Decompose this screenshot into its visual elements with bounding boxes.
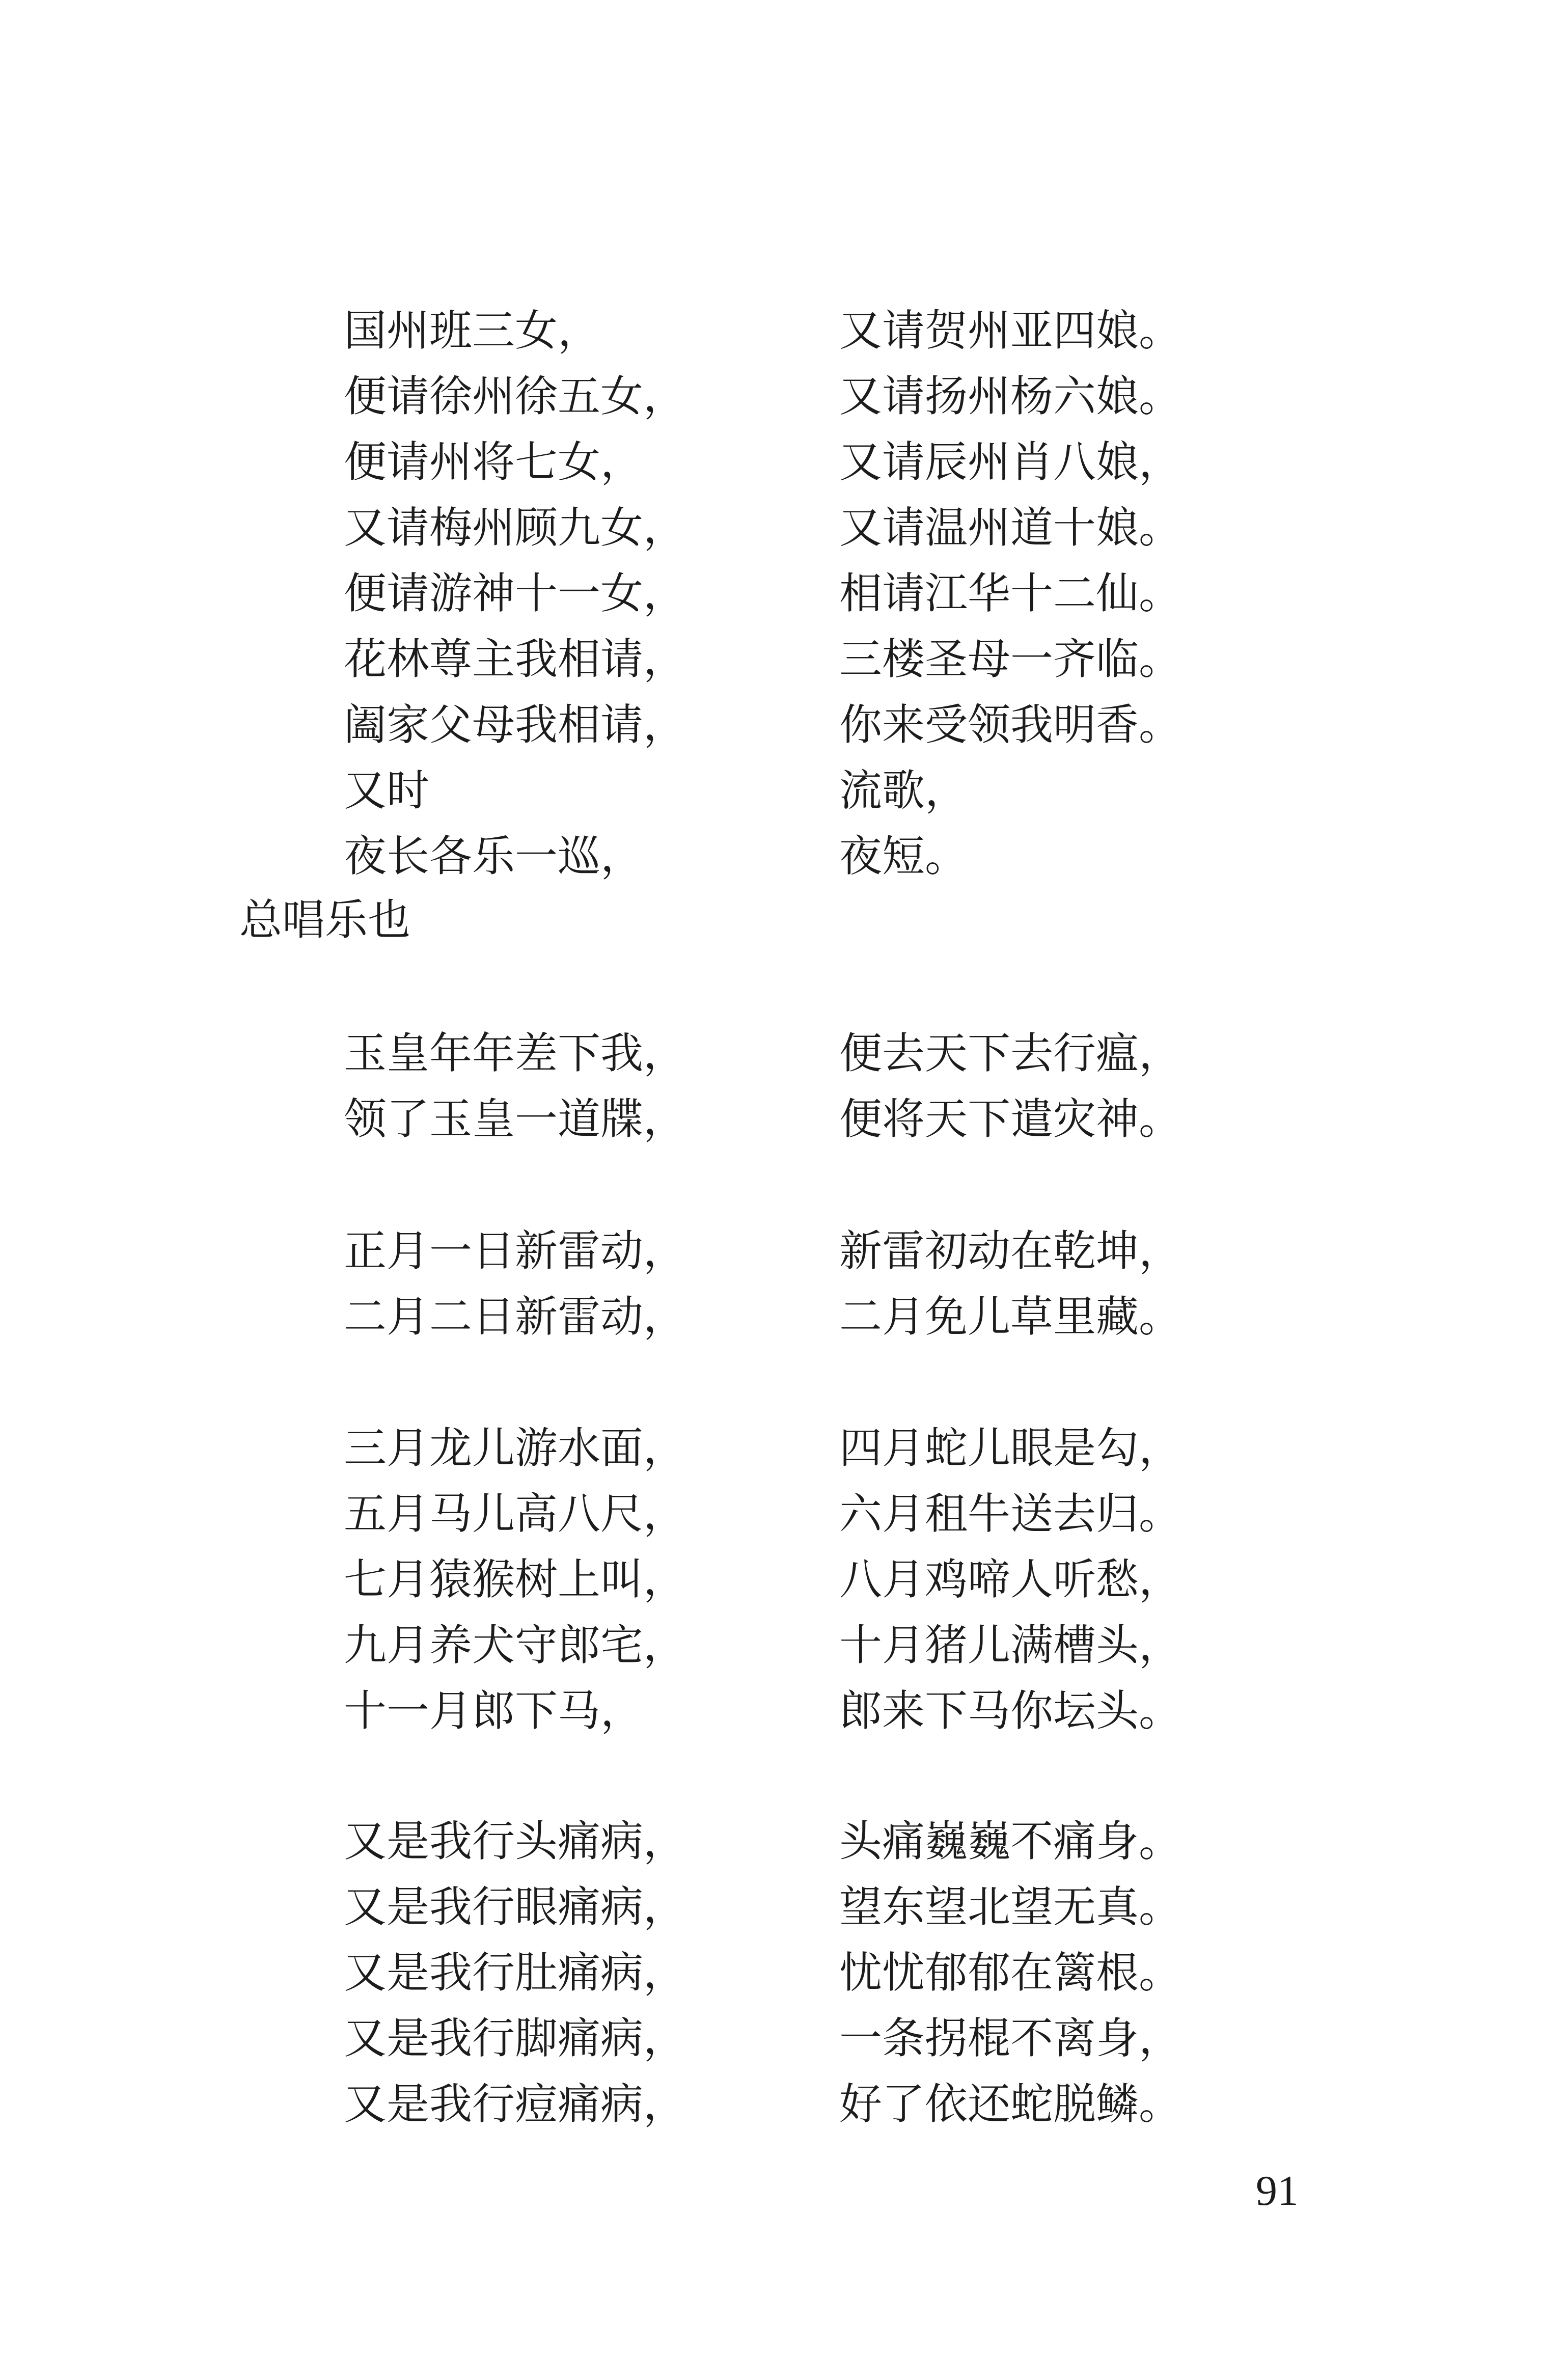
verse-right: 三楼圣母一齐临。 (839, 634, 1182, 684)
verse-line (0, 1086, 1568, 1152)
page-number: 91 (1256, 2167, 1299, 2215)
verse-left: 又是我行脚痛病， (344, 2013, 686, 2063)
verse-line (0, 1021, 1568, 1086)
verse-line (0, 692, 1568, 758)
verse-line (0, 364, 1568, 429)
verse-left: 领了玉皇一道牒， (344, 1094, 686, 1144)
verse-line (0, 1415, 1568, 1481)
verse-right: 望东望北望无真。 (839, 1882, 1182, 1932)
verse-left: 五月马儿高八尺， (344, 1489, 686, 1539)
verse-left: 又是我行肚痛病， (344, 1948, 686, 1998)
verse-left: 夜长各乐一巡， (344, 831, 644, 881)
verse-right: 六月租牛送去归。 (839, 1489, 1182, 1539)
verse-line (0, 2006, 1568, 2071)
verse-left: 九月养犬守郎宅， (344, 1620, 686, 1670)
verse-left: 花林尊主我相请， (344, 634, 686, 684)
verse-left: 便请州将七女， (344, 437, 644, 487)
verse-left: 三月龙儿游水面， (344, 1423, 686, 1473)
verse-line (0, 1284, 1568, 1350)
verse-right: 新雷初动在乾坤， (839, 1226, 1182, 1276)
verse-right: 夜短。 (839, 831, 968, 881)
verse-right: 二月免儿草里藏。 (839, 1292, 1182, 1342)
verse-left: 二月二日新雷动， (344, 1292, 686, 1342)
verse-line (0, 824, 1568, 889)
verse-left: 正月一日新雷动， (344, 1226, 686, 1276)
verse-left: 又时 (344, 766, 430, 815)
verse-line (0, 1874, 1568, 1940)
verse-line (0, 1678, 1568, 1744)
verse-left: 又是我行眼痛病， (344, 1882, 686, 1932)
verse-right: 又请辰州肖八娘， (839, 437, 1182, 487)
verse-left: 又请梅州顾九女， (344, 503, 686, 553)
verse-left: 玉皇年年差下我， (344, 1028, 686, 1078)
verse-line (0, 626, 1568, 692)
verse-left: 又是我行头痛病， (344, 1816, 686, 1866)
verse-left: 七月猿猴树上叫， (344, 1554, 686, 1604)
verse-left: 便请游神十一女， (344, 568, 686, 618)
verse-right: 一条拐棍不离身， (839, 2013, 1182, 2063)
verse-right: 好了依还蛇脱鳞。 (839, 2079, 1182, 2129)
verse-line (0, 2071, 1568, 2137)
verse-right: 十月猪儿满槽头， (839, 1620, 1182, 1670)
verse-right: 相请江华十二仙。 (839, 568, 1182, 618)
verse-line (0, 298, 1568, 364)
verse-line (0, 1547, 1568, 1612)
verse-right: 你来受领我明香。 (839, 700, 1182, 750)
verse-left: 国州班三女， (344, 306, 601, 356)
verse-right: 便去天下去行瘟， (839, 1028, 1182, 1078)
verse-left: 又是我行痘痛病， (344, 2079, 686, 2129)
verse-line (0, 561, 1568, 626)
verse-right: 又请温州道十娘。 (839, 503, 1182, 553)
verse-right: 郎来下马你坛头。 (839, 1686, 1182, 1736)
verse-right: 忧忧郁郁在篱根。 (839, 1948, 1182, 1998)
verse-line (0, 1612, 1568, 1678)
verse-line (0, 1481, 1568, 1547)
verse-line (0, 1218, 1568, 1284)
verse-line (0, 1809, 1568, 1874)
verse-right: 头痛巍巍不痛身。 (839, 1816, 1182, 1866)
verse-right: 又请扬州杨六娘。 (839, 371, 1182, 421)
verse-line (0, 429, 1568, 495)
verse-right: 流歌， (839, 766, 968, 815)
verse-left: 十一月郎下马， (344, 1686, 644, 1736)
verse-right: 八月鸡啼人听愁， (839, 1554, 1182, 1604)
verse-line (0, 758, 1568, 824)
verse-right: 又请贺州亚四娘。 (839, 306, 1182, 356)
section-heading: 总唱乐也 (239, 895, 411, 945)
verse-left: 便请徐州徐五女， (344, 371, 686, 421)
verse-line (0, 495, 1568, 561)
verse-right: 四月蛇儿眼是勾， (839, 1423, 1182, 1473)
verse-left: 阖家父母我相请， (344, 700, 686, 750)
verse-right: 便将天下遣灾神。 (839, 1094, 1182, 1144)
verse-line (0, 1940, 1568, 2006)
